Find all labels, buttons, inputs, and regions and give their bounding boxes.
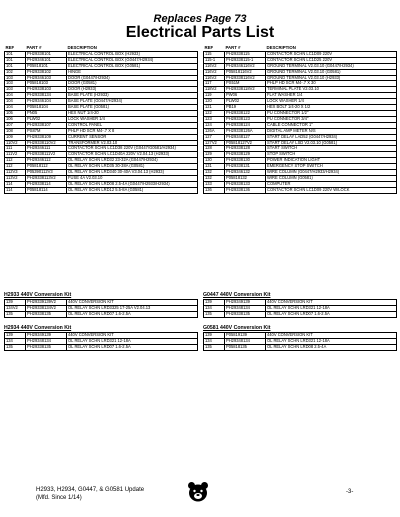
description-cell: OL RELAY SCHN LRD3325 17-25A V2.04.13 bbox=[67, 305, 198, 311]
bear-head-icon bbox=[187, 481, 209, 503]
ref-cell: 130 bbox=[204, 158, 225, 164]
part-number-cell: PH29346132 bbox=[225, 170, 266, 176]
description-cell: GROUND TERMINAL V2.03.10 (G0581) bbox=[266, 69, 397, 75]
ref-cell: 132 bbox=[204, 175, 225, 181]
part-number-cell: PH29338134V2 bbox=[26, 305, 67, 311]
description-cell: OL RELAY SCHN LRD340 30-40A V3.04.13 (H2933) bbox=[67, 170, 198, 176]
part-number-cell: PH29338110V2 bbox=[26, 140, 67, 146]
part-number-cell: PH29346104 bbox=[26, 99, 67, 105]
description-cell: POWER INDICATION LIGHT bbox=[266, 158, 397, 164]
description-cell: DIGITAL AMP METER N/S bbox=[266, 128, 397, 134]
kit-table-g0581 bbox=[203, 332, 397, 351]
ref-cell: 139 bbox=[204, 333, 225, 339]
ref-cell: 108 bbox=[5, 128, 26, 134]
ref-cell: 134 bbox=[204, 338, 225, 344]
ref-cell: 139 bbox=[5, 300, 26, 306]
description-cell: GROUND TERMINAL V2.03.10 (H2933) bbox=[266, 75, 397, 81]
part-number-cell: PH29348134 bbox=[225, 305, 266, 311]
ref-cell: 134 bbox=[204, 305, 225, 311]
ref-cell: 127V2 bbox=[204, 140, 225, 146]
footer-models-line: H2933, H2934, G0447, & G0581 Update bbox=[36, 487, 145, 493]
ref-cell: 101 bbox=[5, 51, 26, 57]
part-number-cell: PH29338130 bbox=[225, 158, 266, 164]
col-part-header: PART # bbox=[26, 46, 42, 50]
description-cell: START DELAY LAD52 (G0447/H2934) bbox=[266, 134, 397, 140]
table-row bbox=[5, 152, 198, 158]
description-cell: HEX BOLT 1/4-20 X 1/2 bbox=[266, 105, 397, 111]
part-number-cell: PLW02 bbox=[26, 116, 67, 122]
description-cell: CABLE CONNECTOR 1" bbox=[266, 122, 397, 128]
ref-cell: 116V2 bbox=[204, 75, 225, 81]
description-cell: 440V CONVERSION KIT bbox=[266, 333, 397, 339]
ref-cell: 101 bbox=[5, 63, 26, 69]
description-cell: HINGE bbox=[67, 69, 198, 75]
description-cell: BASE PLATE (G0581) bbox=[67, 105, 198, 111]
part-number-cell: PH29338118V2 bbox=[225, 87, 266, 93]
part-number-cell: PH29338103 bbox=[26, 87, 67, 93]
ref-cell: 106 bbox=[5, 116, 26, 122]
ref-cell: 114 bbox=[5, 181, 26, 187]
description-cell: TERMINAL PLATE V2.03.10 bbox=[266, 87, 397, 93]
part-number-cell: PB19 bbox=[225, 105, 266, 111]
part-number-cell: P05390112V3 bbox=[26, 170, 67, 176]
part-number-cell: PH29346111 bbox=[26, 146, 67, 152]
part-number-cell: PH29338102 bbox=[26, 69, 67, 75]
ref-cell: 135 bbox=[204, 344, 225, 350]
part-number-cell: PH29348134 bbox=[225, 338, 266, 344]
part-number-cell: PS51M bbox=[225, 81, 266, 87]
ref-cell: 105 bbox=[5, 110, 26, 116]
col-ref-header: REF bbox=[204, 46, 214, 50]
ref-cell: 129 bbox=[204, 152, 225, 158]
part-number-cell: PH29338101 bbox=[26, 51, 67, 57]
ref-cell: 123 bbox=[204, 116, 225, 122]
ref-cell: 110V2 bbox=[5, 140, 26, 146]
part-number-cell: PH29346116V2 bbox=[225, 63, 266, 69]
part-number-cell: PH29338123 bbox=[225, 116, 266, 122]
parts-table-right bbox=[203, 46, 397, 194]
part-number-cell: PH29338113V2 bbox=[26, 175, 67, 181]
parts-table-left bbox=[4, 46, 198, 194]
description-cell: PHLP HD SCR M4-.7 X 8 bbox=[67, 128, 198, 134]
kit-table-h2934 bbox=[4, 332, 198, 351]
part-number-cell: PH29338115-1 bbox=[225, 57, 266, 63]
ref-cell: 115 bbox=[204, 51, 225, 57]
description-cell: 440V CONVERSION KIT bbox=[266, 300, 397, 306]
description-cell: FUSE 4A V2.03.10 bbox=[67, 175, 198, 181]
page-subtitle: Replaces Page 73 bbox=[153, 13, 247, 25]
part-number-cell: PH29338124 bbox=[225, 122, 266, 128]
kit-table-h2933 bbox=[4, 299, 198, 318]
ref-cell: 116V2 bbox=[204, 69, 225, 75]
ref-cell: 127 bbox=[204, 134, 225, 140]
ref-cell: 135 bbox=[204, 311, 225, 317]
description-cell: START DELAY LSD V2.03.10 (G0581) bbox=[266, 140, 397, 146]
part-number-cell: PH29348134 bbox=[26, 338, 67, 344]
part-number-cell: PH29338134 bbox=[26, 93, 67, 99]
description-cell: OL RELAY SCHN LRD321 12-18A bbox=[266, 305, 397, 311]
footer-models bbox=[36, 486, 144, 502]
part-number-cell: PH29346101 bbox=[26, 57, 67, 63]
part-number-cell: PH29338136 bbox=[225, 187, 266, 193]
part-number-cell: PH29338131 bbox=[225, 164, 266, 170]
description-cell: OL RELAY SCHN LRD08 2.5-4A bbox=[266, 344, 397, 350]
part-number-cell: PH29338114 bbox=[26, 181, 67, 187]
ref-cell: 139 bbox=[204, 300, 225, 306]
part-number-cell: PH29339139V2 bbox=[26, 300, 67, 306]
description-cell: GROUND TERMINAL V2.03.10 (G0447/H2934) bbox=[266, 63, 397, 69]
description-cell: PU CONNECTOR 3/4" bbox=[266, 116, 397, 122]
ref-cell: 124 bbox=[204, 122, 225, 128]
col-ref-header: REF bbox=[5, 46, 15, 50]
ref-cell: 135 bbox=[5, 311, 26, 317]
ref-cell: 128 bbox=[204, 146, 225, 152]
footer-mfd-line: (Mfd. Since 1/14) bbox=[36, 495, 82, 501]
kit-title-h2934: H2934 440V Conversion Kit bbox=[4, 325, 72, 331]
part-number-cell: PH29338126A bbox=[225, 128, 266, 134]
ref-cell: 135 bbox=[5, 344, 26, 350]
description-cell: EMERGENCY STOP SWITCH bbox=[266, 164, 397, 170]
description-cell: CONTACTOR SCHN LC1D25 220V bbox=[266, 57, 397, 63]
ref-cell: 112V3 bbox=[5, 170, 26, 176]
ref-cell: 112 bbox=[5, 158, 26, 164]
description-cell: OL RELAY SCHN LRD321 12-18A bbox=[266, 338, 397, 344]
kit-title-g0447: G0447 440V Conversion Kit bbox=[203, 292, 271, 298]
table-row bbox=[5, 187, 198, 193]
ref-cell: 118V2 bbox=[204, 87, 225, 93]
ref-cell: 117 bbox=[204, 81, 225, 87]
description-cell: STOP SWITCH bbox=[266, 152, 397, 158]
description-cell: FLAT WASHER 1/4 bbox=[266, 93, 397, 99]
table-row bbox=[5, 146, 198, 152]
ref-cell: 103 bbox=[5, 81, 26, 87]
part-number-cell: P05818116V2 bbox=[225, 69, 266, 75]
part-number-cell: P05818127V2 bbox=[225, 140, 266, 146]
description-cell: CURRENT SENSOR bbox=[67, 134, 198, 140]
col-part-header: PART # bbox=[225, 46, 241, 50]
description-cell: WIRE COLUMN (G0447/H2933/H2934) bbox=[266, 170, 397, 176]
description-cell: OL RELAY SCHN LRD32 23-32A (G0447/H2934) bbox=[67, 158, 198, 164]
description-cell: CONTACTOR SCHN LC1D40A 220V V2.04.13 (H2933) bbox=[67, 152, 198, 158]
ref-cell: 119 bbox=[204, 93, 225, 99]
description-cell: CONTROL PANEL bbox=[67, 122, 198, 128]
ref-cell: 104 bbox=[5, 93, 26, 99]
description-cell: LOCK WASHER 1/4 bbox=[67, 116, 198, 122]
table-row bbox=[204, 344, 397, 350]
part-number-cell: PH29338135 bbox=[26, 311, 67, 317]
ref-cell: 136 bbox=[204, 187, 225, 193]
part-number-cell: P05818112 bbox=[26, 164, 67, 170]
ref-cell: 101 bbox=[5, 57, 26, 63]
description-cell: PU CONNECTOR 1/2" bbox=[266, 110, 397, 116]
description-cell: OL RELAY SCHN LRD07 1.6-2.5A bbox=[67, 311, 198, 317]
part-number-cell: PH29346112 bbox=[26, 158, 67, 164]
ref-cell: 104 bbox=[5, 105, 26, 111]
description-cell: 440V CONVERSION KIT bbox=[67, 300, 198, 306]
part-number-cell: PH29349139 bbox=[225, 300, 266, 306]
description-cell: OL RELAY SCHN LRD07 1.6-2.5A bbox=[266, 311, 397, 317]
ref-cell: 134V2 bbox=[5, 305, 26, 311]
description-cell: CONTACTOR SCHN LC1D38 220V (G0447/G0581/H2934) bbox=[67, 146, 198, 152]
part-number-cell: PH29338116V2 bbox=[225, 75, 266, 81]
part-number-cell: PN05 bbox=[26, 110, 67, 116]
description-cell: ELECTRICAL CONTROL BOX (G0447/H2934) bbox=[67, 57, 198, 63]
description-cell: DOOR (G0447/H2934) bbox=[67, 75, 198, 81]
part-number-cell: P05818132 bbox=[225, 175, 266, 181]
ref-cell: 131 bbox=[204, 164, 225, 170]
part-number-cell: P05818114 bbox=[26, 187, 67, 193]
part-number-cell: P05818104 bbox=[26, 105, 67, 111]
description-cell: DOOR (H2933) bbox=[67, 87, 198, 93]
part-number-cell: PH29338128 bbox=[225, 146, 266, 152]
table-row bbox=[5, 181, 198, 187]
kit-title-g0581: G0581 440V Conversion Kit bbox=[203, 325, 271, 331]
part-number-cell: PH29338122 bbox=[225, 110, 266, 116]
part-number-cell: PH29338135 bbox=[225, 311, 266, 317]
part-number-cell: PH29346103 bbox=[26, 75, 67, 81]
part-number-cell: PH29349139 bbox=[26, 333, 67, 339]
description-cell: OL RELAY SCHN LRD35 30-38A (G0581) bbox=[67, 164, 198, 170]
description-cell: ELECTRICAL CONTROL BOX (H2933) bbox=[67, 51, 198, 57]
part-number-cell: P05819139 bbox=[225, 333, 266, 339]
part-number-cell: PH29338135 bbox=[26, 344, 67, 350]
part-number-cell: P05818103 bbox=[26, 81, 67, 87]
description-cell: PHLP HD SCR M4-.7 X 30 bbox=[266, 81, 397, 87]
table-row bbox=[5, 344, 198, 350]
part-number-cell: PH29338111V2 bbox=[26, 152, 67, 158]
kit-title-h2933: H2933 440V Conversion Kit bbox=[4, 292, 72, 298]
ref-cell: 133 bbox=[204, 181, 225, 187]
part-number-cell: PLW02 bbox=[225, 99, 266, 105]
page-title: Electrical Parts List bbox=[125, 24, 275, 41]
part-number-cell: P05818135 bbox=[225, 344, 266, 350]
ref-cell: 121 bbox=[204, 105, 225, 111]
table-row bbox=[204, 187, 397, 193]
ref-cell: 103 bbox=[5, 75, 26, 81]
description-cell: OL RELAY SCHN LRD07 1.6-2.5A bbox=[67, 344, 198, 350]
description-cell: COMPUTER bbox=[266, 181, 397, 187]
description-cell: CONTACTOR SCHN LC1D09 220V bbox=[266, 51, 397, 57]
description-cell: OL RELAY SCHN LRD321 12-18A bbox=[67, 338, 198, 344]
table-row bbox=[5, 311, 198, 317]
kit-table-g0447 bbox=[203, 299, 397, 318]
ref-cell: 115-1 bbox=[204, 57, 225, 63]
col-desc-header: DESCRIPTION bbox=[266, 46, 296, 50]
description-cell: BASE PLATE (H2933) bbox=[67, 93, 198, 99]
ref-cell: 109 bbox=[5, 134, 26, 140]
description-cell: TRANSFORMER V2.03.10 bbox=[67, 140, 198, 146]
description-cell: WIRE COLUMN (G0581) bbox=[266, 175, 397, 181]
description-cell: BASE PLATE (G0447/H2934) bbox=[67, 99, 198, 105]
page-number: -3- bbox=[346, 489, 354, 495]
col-desc-header: DESCRIPTION bbox=[67, 46, 97, 50]
part-number-cell: PH29338109 bbox=[26, 134, 67, 140]
ref-cell: 111 bbox=[5, 146, 26, 152]
ref-cell: 114 bbox=[5, 187, 26, 193]
ref-cell: 113V2 bbox=[5, 175, 26, 181]
description-cell: DOOR (G0581) bbox=[67, 81, 198, 87]
description-cell: HEX NUT 1/4-20 bbox=[67, 110, 198, 116]
description-cell: ELECTRICAL CONTROL BOX (G0581) bbox=[67, 63, 198, 69]
description-cell: OL RELAY SCHN LRD08 2.5-4A (G0447/H2933/H2934) bbox=[67, 181, 198, 187]
description-cell: OL RELAY SCHN LRD12 5.5-8A (G0581) bbox=[67, 187, 198, 193]
ref-cell: 132 bbox=[204, 170, 225, 176]
ref-cell: 111V2 bbox=[5, 152, 26, 158]
part-number-cell: PH29338115 bbox=[225, 51, 266, 57]
part-number-cell: P05818101 bbox=[26, 63, 67, 69]
ref-cell: 120 bbox=[204, 99, 225, 105]
part-number-cell: PW06 bbox=[225, 93, 266, 99]
table-row bbox=[204, 311, 397, 317]
description-cell: CONTACTOR SCHN LC1D09 220V W/LOCK bbox=[266, 187, 397, 193]
ref-cell: 134 bbox=[5, 338, 26, 344]
part-number-cell: PH29338133 bbox=[225, 181, 266, 187]
ref-cell: 102 bbox=[5, 69, 26, 75]
part-number-cell: PS87M bbox=[26, 128, 67, 134]
description-cell: 440V CONVERSION KIT bbox=[67, 333, 198, 339]
ref-cell: 112 bbox=[5, 164, 26, 170]
description-cell: LOCK WASHER 1/4 bbox=[266, 99, 397, 105]
part-number-cell: PH29338129 bbox=[225, 152, 266, 158]
ref-cell: 104 bbox=[5, 99, 26, 105]
part-number-cell: PH29348127 bbox=[225, 134, 266, 140]
ref-cell: 126A bbox=[204, 128, 225, 134]
description-cell: START SWITCH bbox=[266, 146, 397, 152]
ref-cell: 122 bbox=[204, 110, 225, 116]
ref-cell: 107 bbox=[5, 122, 26, 128]
ref-cell: 116V2 bbox=[204, 63, 225, 69]
part-number-cell: PH29338107 bbox=[26, 122, 67, 128]
ref-cell: 139 bbox=[5, 333, 26, 339]
ref-cell: 103 bbox=[5, 87, 26, 93]
